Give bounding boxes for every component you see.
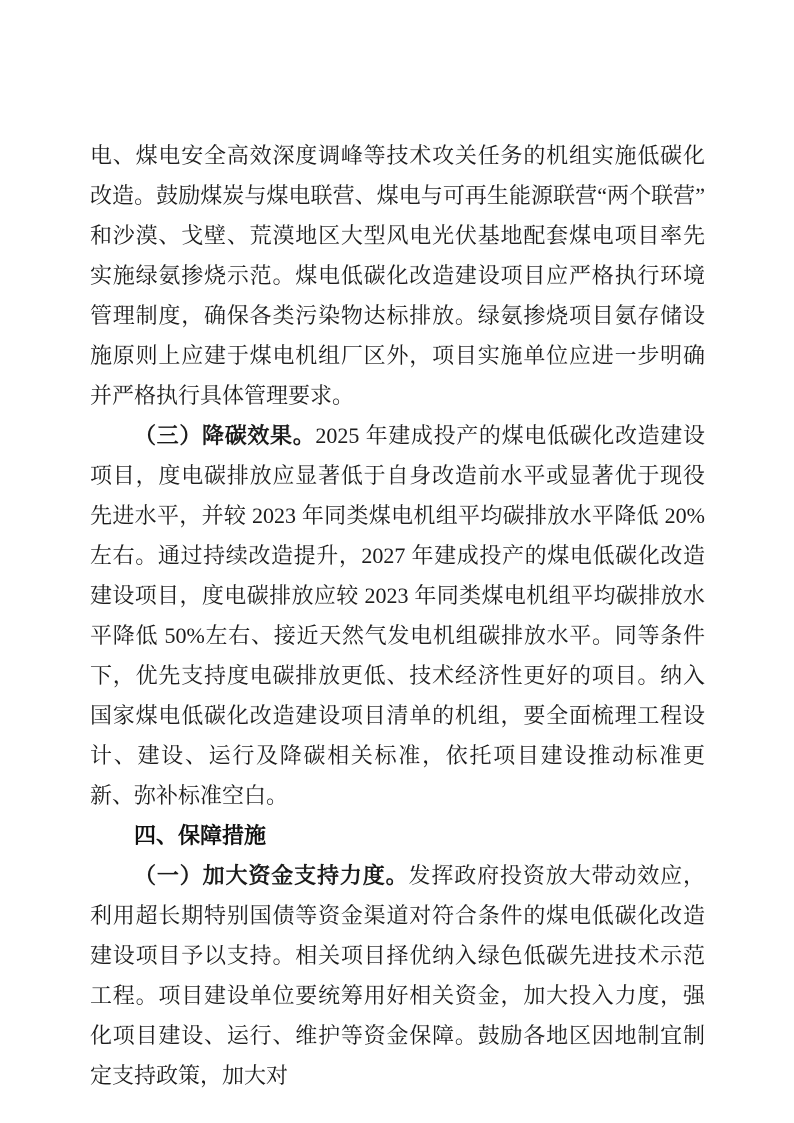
paragraph-continuation (90, 136, 705, 416)
paragraph-carbon-reduction-effect (90, 416, 705, 816)
paragraph-lead-label: （三）降碳效果。 (134, 423, 316, 448)
paragraph-text: 电、煤电安全高效深度调峰等技术攻关任务的机组实施低碳化改造。鼓励煤炭与煤电联营、煤电与可再生能源联营“两个联营”和沙漠、戈壁、荒漠地区大型风电光伏基地配套煤电项目率先实施绿氨掺烧示范。煤电低碳化改造建设项目应严格执行环境管理制度，确保各类污染物达标排放。绿氨掺烧项目氨存储设施原则上应建于煤电机组厂区外，项目实施单位应进一步明确并严格执行具体管理要求。 (90, 143, 705, 408)
section-heading-safeguard-measures: 四、保障措施 (134, 823, 267, 848)
paragraph-lead-label: （一）加大资金支持力度。 (134, 863, 409, 888)
paragraph-text: 2025 年建成投产的煤电低碳化改造建设项目，度电碳排放应显著低于自身改造前水平或显著优于现役先进水平，并较 2023 年同类煤电机组平均碳排放水平降低 20%左右。通过持续改造提升，2027 年建成投产的煤电低碳化改造建设项目，度电碳排放应较 2023 年同类煤电机组平均碳排放水平降低 50%左右、接近天然气发电机组碳排放水平。同等条件下，优先支持度电碳排放更低、技术经济性更好的项目。纳入国家煤电低碳化改造建设项目清单的机组，要全面梳理工程设计、建设、运行及降碳相关标准，依托项目建设推动标准更新、弥补标准空白。 (90, 423, 705, 808)
paragraph-text: 发挥政府投资放大带动效应，利用超长期特别国债等资金渠道对符合条件的煤电低碳化改造建设项目予以支持。相关项目择优纳入绿色低碳先进技术示范工程。项目建设单位要统筹用好相关资金，加大投入力度，强化项目建设、运行、维护等资金保障。鼓励各地区因地制宜制定支持政策，加大对 (90, 863, 705, 1088)
paragraph-funding-support (90, 856, 705, 1096)
